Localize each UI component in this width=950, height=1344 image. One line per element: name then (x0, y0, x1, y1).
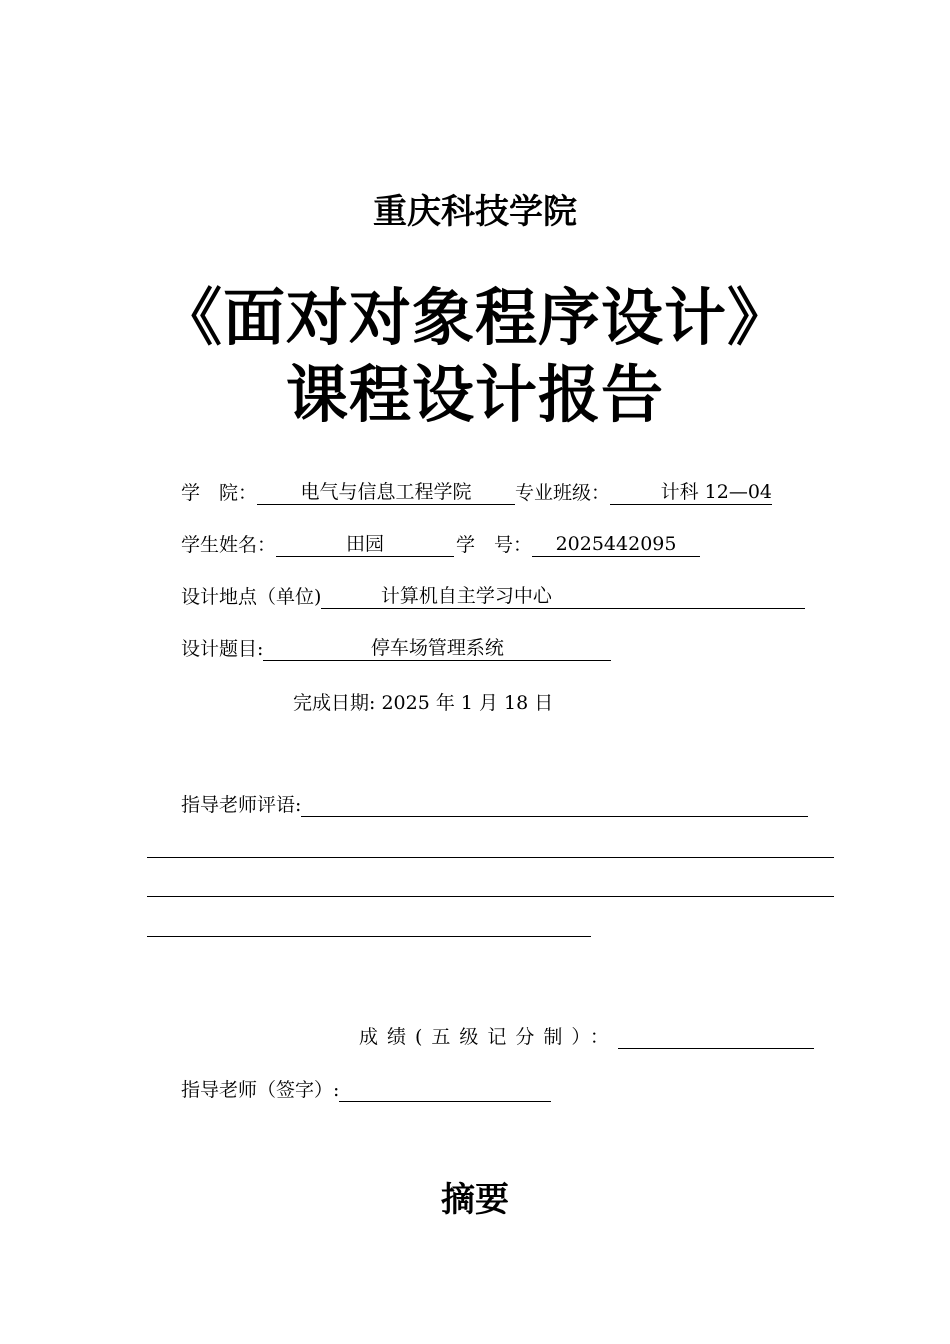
location-label: 设计地点（单位) (181, 586, 322, 608)
class-value: 计科 12—04 (610, 480, 772, 505)
comment-line-3 (147, 896, 834, 897)
comment-label: 指导老师评语: (181, 794, 302, 816)
comment-line-1 (301, 792, 808, 817)
student-name-value: 田园 (276, 532, 454, 557)
student-id-label: 学 号： (456, 534, 533, 556)
signature-line (339, 1077, 551, 1102)
report-title-line2: 课程设计报告 (285, 358, 664, 431)
comment-line-4 (147, 936, 591, 937)
student-name-label: 学生姓名： (181, 534, 277, 556)
college-row (181, 478, 772, 505)
student-row (181, 530, 700, 557)
topic-row (181, 634, 611, 661)
location-value (321, 584, 805, 609)
grade-label: 成绩(五级记分制）： (359, 1026, 618, 1048)
comment-line-2 (147, 857, 834, 858)
topic-label: 设计题目: (181, 638, 264, 660)
location-row (181, 582, 805, 609)
topic-value (263, 636, 611, 661)
topic-value-text: 停车场管理系统 (370, 637, 504, 659)
signature-row (181, 1075, 551, 1102)
abstract-heading: 摘要 (441, 1180, 509, 1220)
school-name: 重庆科技学院 (373, 192, 577, 232)
grade-row (359, 1022, 814, 1049)
completion-date: 完成日期: 2025 年 1 月 18 日 (293, 692, 554, 714)
college-label: 学 院： (181, 482, 258, 504)
comment-row (181, 790, 808, 817)
class-label: 专业班级： (515, 482, 611, 504)
student-id-value: 2025442095 (532, 532, 700, 557)
signature-label: 指导老师（签字）: (181, 1079, 340, 1101)
report-title-line1: 《面对对象程序设计》 (159, 281, 790, 354)
location-value-text: 计算机自主学习中心 (380, 585, 552, 607)
college-value: 电气与信息工程学院 (257, 480, 515, 505)
grade-line (618, 1024, 814, 1049)
